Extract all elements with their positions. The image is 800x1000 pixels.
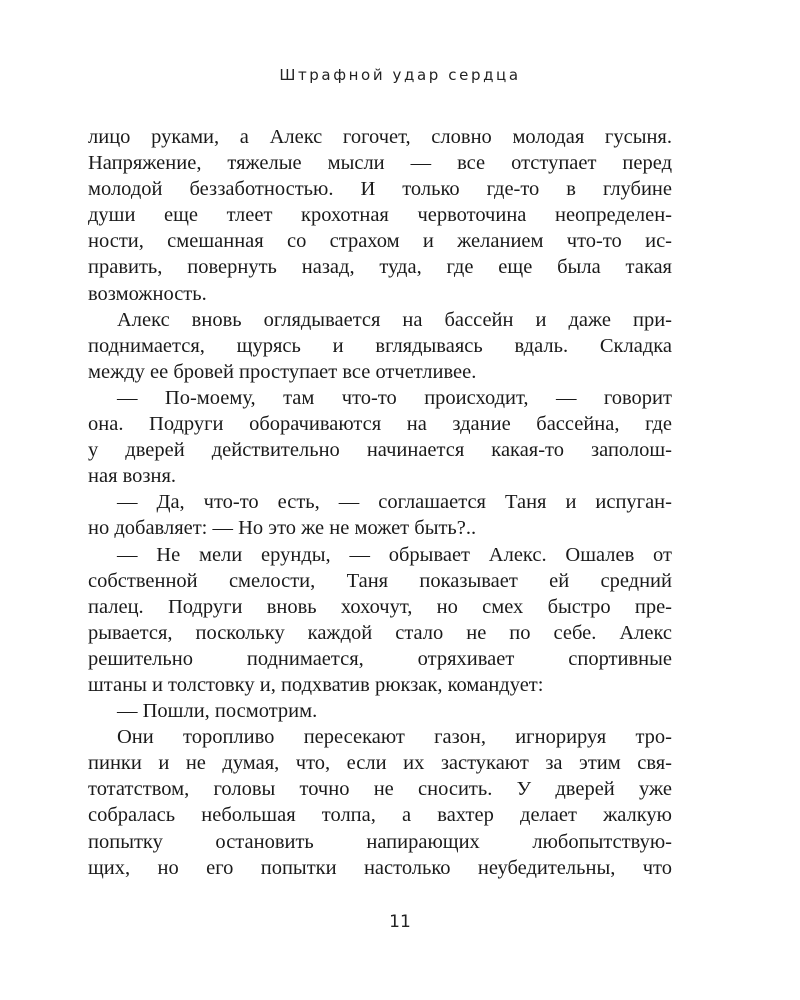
text-line: пинки и не думая, что, если их застукают за этим свя- xyxy=(88,752,672,775)
text-line: собственной смелости, Таня показывает ей средний xyxy=(88,569,672,592)
running-head-title: Штрафной удар сердца xyxy=(279,66,521,84)
text-line: — Не мели ерунды, — обрывает Алекс. Ошалев от xyxy=(117,543,672,566)
text-line: Они торопливо пересекают газон, игнорируя тро- xyxy=(117,726,672,749)
paragraph xyxy=(88,385,672,489)
text-line: палец. Подруги вновь хохочут, но смех быстро пре- xyxy=(88,595,672,618)
text-line: попытку остановить напирающих любопытствую- xyxy=(88,830,672,853)
text-line: ности, смешанная со страхом и желанием что-то ис- xyxy=(88,230,672,253)
page-number: 11 xyxy=(389,912,411,932)
text-line: щих, но его попытки настолько неубедительны, что xyxy=(88,856,672,879)
text-line: лицо руками, а Алекс гогочет, словно молодая гусыня. xyxy=(88,126,672,148)
text-line: она. Подруги оборачиваются на здание бассейна, где xyxy=(88,413,672,436)
text-line: тотатством, головы точно не сносить. У дверей уже xyxy=(88,778,672,801)
text-line: Алекс вновь оглядывается на бассейн и даже при- xyxy=(117,308,672,331)
text-line: ная возня. xyxy=(88,465,177,488)
paragraph xyxy=(88,724,672,881)
text-line: править, повернуть назад, туда, где еще была такая xyxy=(88,256,672,279)
body-text xyxy=(88,124,672,881)
text-line: молодой беззаботностью. И только где-то в глубине xyxy=(88,178,672,201)
text-line: — По-моему, там что-то происходит, — говорит xyxy=(117,386,672,409)
text-line: решительно поднимается, отряхивает спортивные xyxy=(88,647,672,670)
text-line: возможность. xyxy=(88,282,207,305)
text-line: поднимается, щурясь и вглядываясь вдаль. Складка xyxy=(88,334,672,357)
paragraph xyxy=(88,124,672,307)
text-line: у дверей действительно начинается какая-то заполош- xyxy=(88,439,672,462)
text-line: рывается, поскольку каждой стало не по себе. Алекс xyxy=(88,621,672,644)
paragraph xyxy=(88,542,672,699)
text-line: но добавляет: — Но это же не может быть?.. xyxy=(88,517,477,540)
paragraph xyxy=(88,307,672,385)
text-line: собралась небольшая толпа, а вахтер делает жалкую xyxy=(88,804,672,827)
paragraph xyxy=(88,698,672,724)
text-line: — Да, что-то есть, — соглашается Таня и испуган- xyxy=(117,491,672,514)
text-line: души еще тлеет крохотная червоточина неопределен- xyxy=(88,204,672,227)
paragraph xyxy=(88,489,672,541)
text-line: между ее бровей проступает все отчетливее. xyxy=(88,360,477,383)
text-line: — Пошли, посмотрим. xyxy=(117,700,318,723)
text-line: штаны и толстовку и, подхватив рюкзак, командует: xyxy=(88,673,544,696)
text-line: Напряжение, тяжелые мысли — все отступает перед xyxy=(88,152,672,175)
